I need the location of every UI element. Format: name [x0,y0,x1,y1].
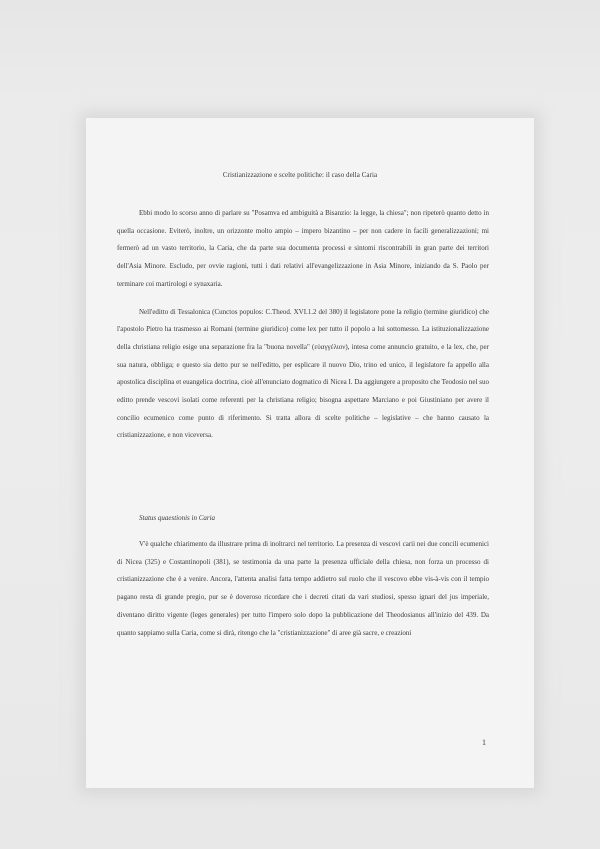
document-title: Cristianizzazione e scelte politiche: il caso della Caria [222,171,378,179]
page-number: 1 [482,738,486,747]
section-heading: Status quaestionis in Caria [139,514,216,522]
paragraph: V'è qualche chiarimento da illustrare prima di inoltrarci nel territorio. La presenza di vescovi carii nei due concili ecumenici di Nicea (325) e Costantinopoli (381), se testimonia da una parte la presenza ufficiale della chiesa, non forza un processo di cristianizzazione che è a venire. Ancora, l'attenta analisi fatta tempo addietro sul ruolo che il vescovo ebbe vis-à-vis con il tempio pagano resta di grande pregio, pur se è doveroso ricordare che i decreti citati da vari studiosi, spesso ignari del jus imperiale, diventano diritto vigente (leges generales) per tutto l'impero solo dopo la pubblicazione del Theodosianus all'inizio del 439. Da quanto sappiamo sulla Caria, come si dirà, ritengo che la "cristianizzazione" di aree già sacre, e creazioni [117,540,489,637]
paragraph: Nell'editto di Tessalonica (Cunctos populos: C.Theod. XVI.1.2 del 380) il legislatore pone la religio (termine giuridico) che l'apostolo Pietro ha trasmesso ai Romani (termine giuridico) come lex per tutto il popolo a lui sottomesso. La istituzionalizzazione della christiana religio esige una separazione fra la "buona novella" (εὐαγγέλιον), intesa come annuncio gratuito, e la lex, che, per sua natura, obbliga; e questo sia detto pur se nell'editto, per esplicare il nuovo Dio, trino ed unico, il legislatore fa appello alla apostolica disciplina et euangelica doctrina, cioè all'enunciato dogmatico di Nicea I. Da aggiungere a proposito che Teodosio nel suo editto prende vescovi isolati come referenti per la christiana religio; bisogna aspettare Marciano e poi Giustiniano per avere il concilio ecumenico come punto di riferimento. Si tratta allora di scelte politiche – legislative – che hanno causato la cristianizzazione, e non viceversa. [117,307,489,440]
section-body [117,536,489,642]
document-body [117,205,489,445]
paragraph: Ebbi modo lo scorso anno di parlare su "Posamva ed ambiguità a Bisanzio: la legge, la chiesa"; non ripeterò quanto detto in quella occasione. Eviterò, inoltre, un orizzonte molto ampio – impero bizantino – per non cadere in facili generalizzazioni; mi fermerò ad un vasto territorio, la Caria, che da parte sua documenta processi e sintomi riscontrabili in gran parte dei territori dell'Asia Minore. Escludo, per ovvie ragioni, tutti i dati relativi all'evangelizzazione in Asia Minore, iniziando da S. Paolo per terminare coi martirologi e synaxaria. [117,209,489,288]
